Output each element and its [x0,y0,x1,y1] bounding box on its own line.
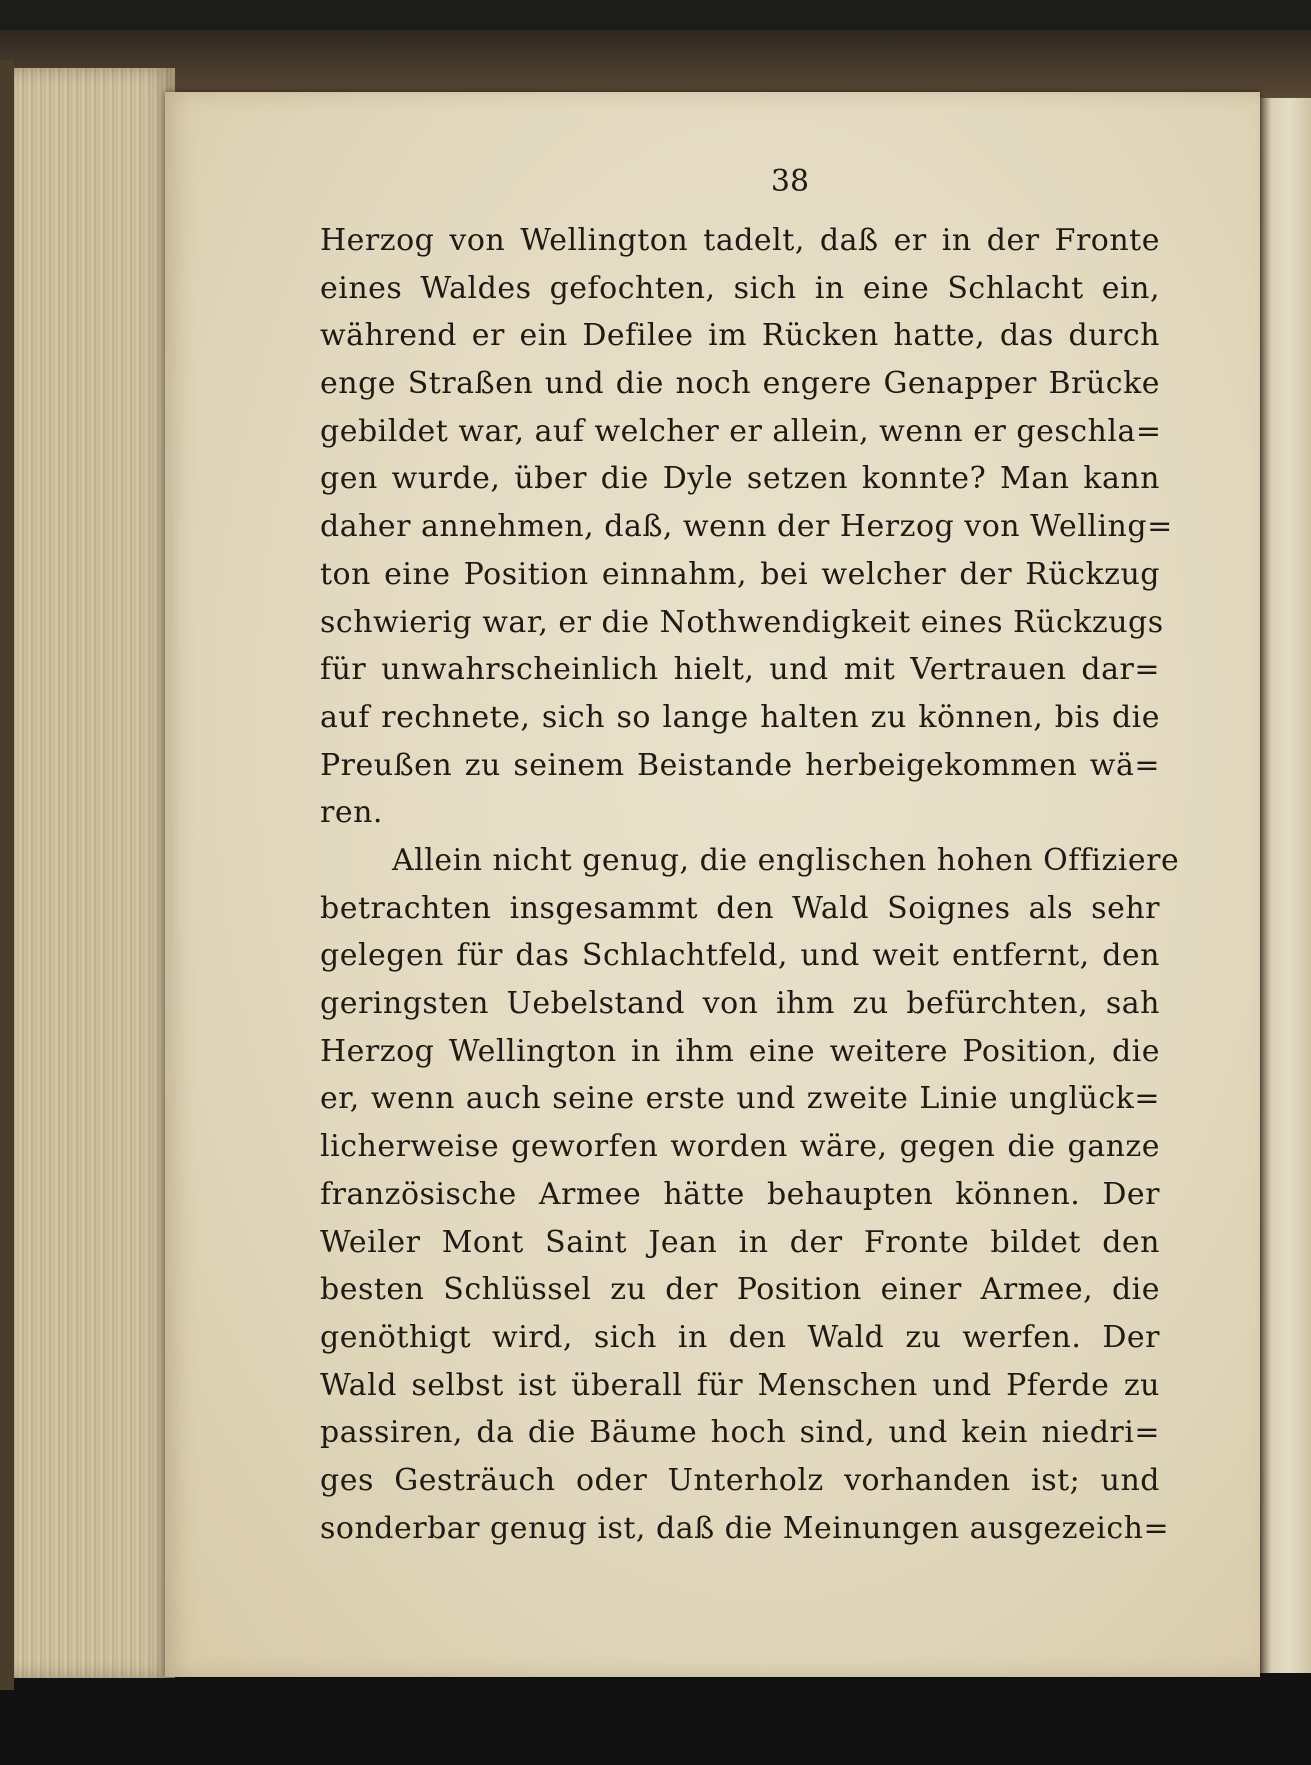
text-line: passiren, da die Bäume hoch sind, und kein niedri= [320,1415,1160,1451]
page-number: 38 [770,164,810,199]
text-line: enge Straßen und die noch engere Genapper Brücke [320,366,1160,402]
book-cover-left [0,60,14,1690]
text-line: während er ein Defilee im Rücken hatte, das durch [320,318,1160,354]
book-cover-top [0,30,1311,100]
text-line: gelegen für das Schlachtfeld, und weit entfernt, den [320,938,1160,974]
text-line: er, wenn auch seine erste und zweite Linie unglück= [320,1081,1160,1117]
text-line: geringsten Uebelstand von ihm zu befürchten, sah [320,986,1160,1022]
text-line: auf rechnete, sich so lange halten zu können, bis die [320,699,1160,735]
text-line: daher annehmen, daß, wenn der Herzog von Welling= [320,509,1173,545]
text-line: ton eine Position einnahm, bei welcher der Rückzug [320,556,1160,592]
text-line: Weiler Mont Saint Jean in der Fronte bildet den [320,1224,1160,1260]
text-line: ges Gesträuch oder Unterholz vorhanden ist; und [320,1462,1160,1498]
text-line: schwierig war, er die Nothwendigkeit eines Rückzugs [320,604,1164,640]
text-line: französische Armee hätte behaupten können. Der [320,1176,1160,1212]
text-line: licherweise geworfen worden wäre, gegen die ganze [320,1129,1160,1165]
page-stack-edges [0,68,175,1678]
text-line: gebildet war, auf welcher er allein, wenn er geschla= [320,413,1162,449]
text-line: besten Schlüssel zu der Position einer Armee, die [320,1272,1160,1308]
text-line: Wald selbst ist überall für Menschen und Pferde zu [320,1367,1160,1403]
text-line: Preußen zu seinem Beistande herbeigekommen wä= [320,747,1160,783]
text-line: sonderbar genug ist, daß die Meinungen ausgezeich= [320,1510,1170,1546]
text-line: Herzog Wellington in ihm eine weitere Position, die [320,1033,1160,1069]
text-line: ren. [320,795,383,831]
text-line: Allein nicht genug, die englischen hohen Offiziere [392,843,1180,878]
facing-page-edge [1258,98,1311,1673]
text-line: eines Waldes gefochten, sich in eine Schlacht ein, [320,270,1160,306]
text-line: gen wurde, über die Dyle setzen konnte? Man kann [320,461,1160,497]
text-line: genöthigt wird, sich in den Wald zu werfen. Der [320,1319,1160,1355]
text-line: für unwahrscheinlich hielt, und mit Vertrauen dar= [320,652,1160,688]
text-line: betrachten insgesammt den Wald Soignes als sehr [320,890,1160,926]
paragraph-1 [320,217,1173,837]
paragraph-2 [320,837,1180,1552]
text-line: Herzog von Wellington tadelt, daß er in der Fronte [320,223,1160,258]
